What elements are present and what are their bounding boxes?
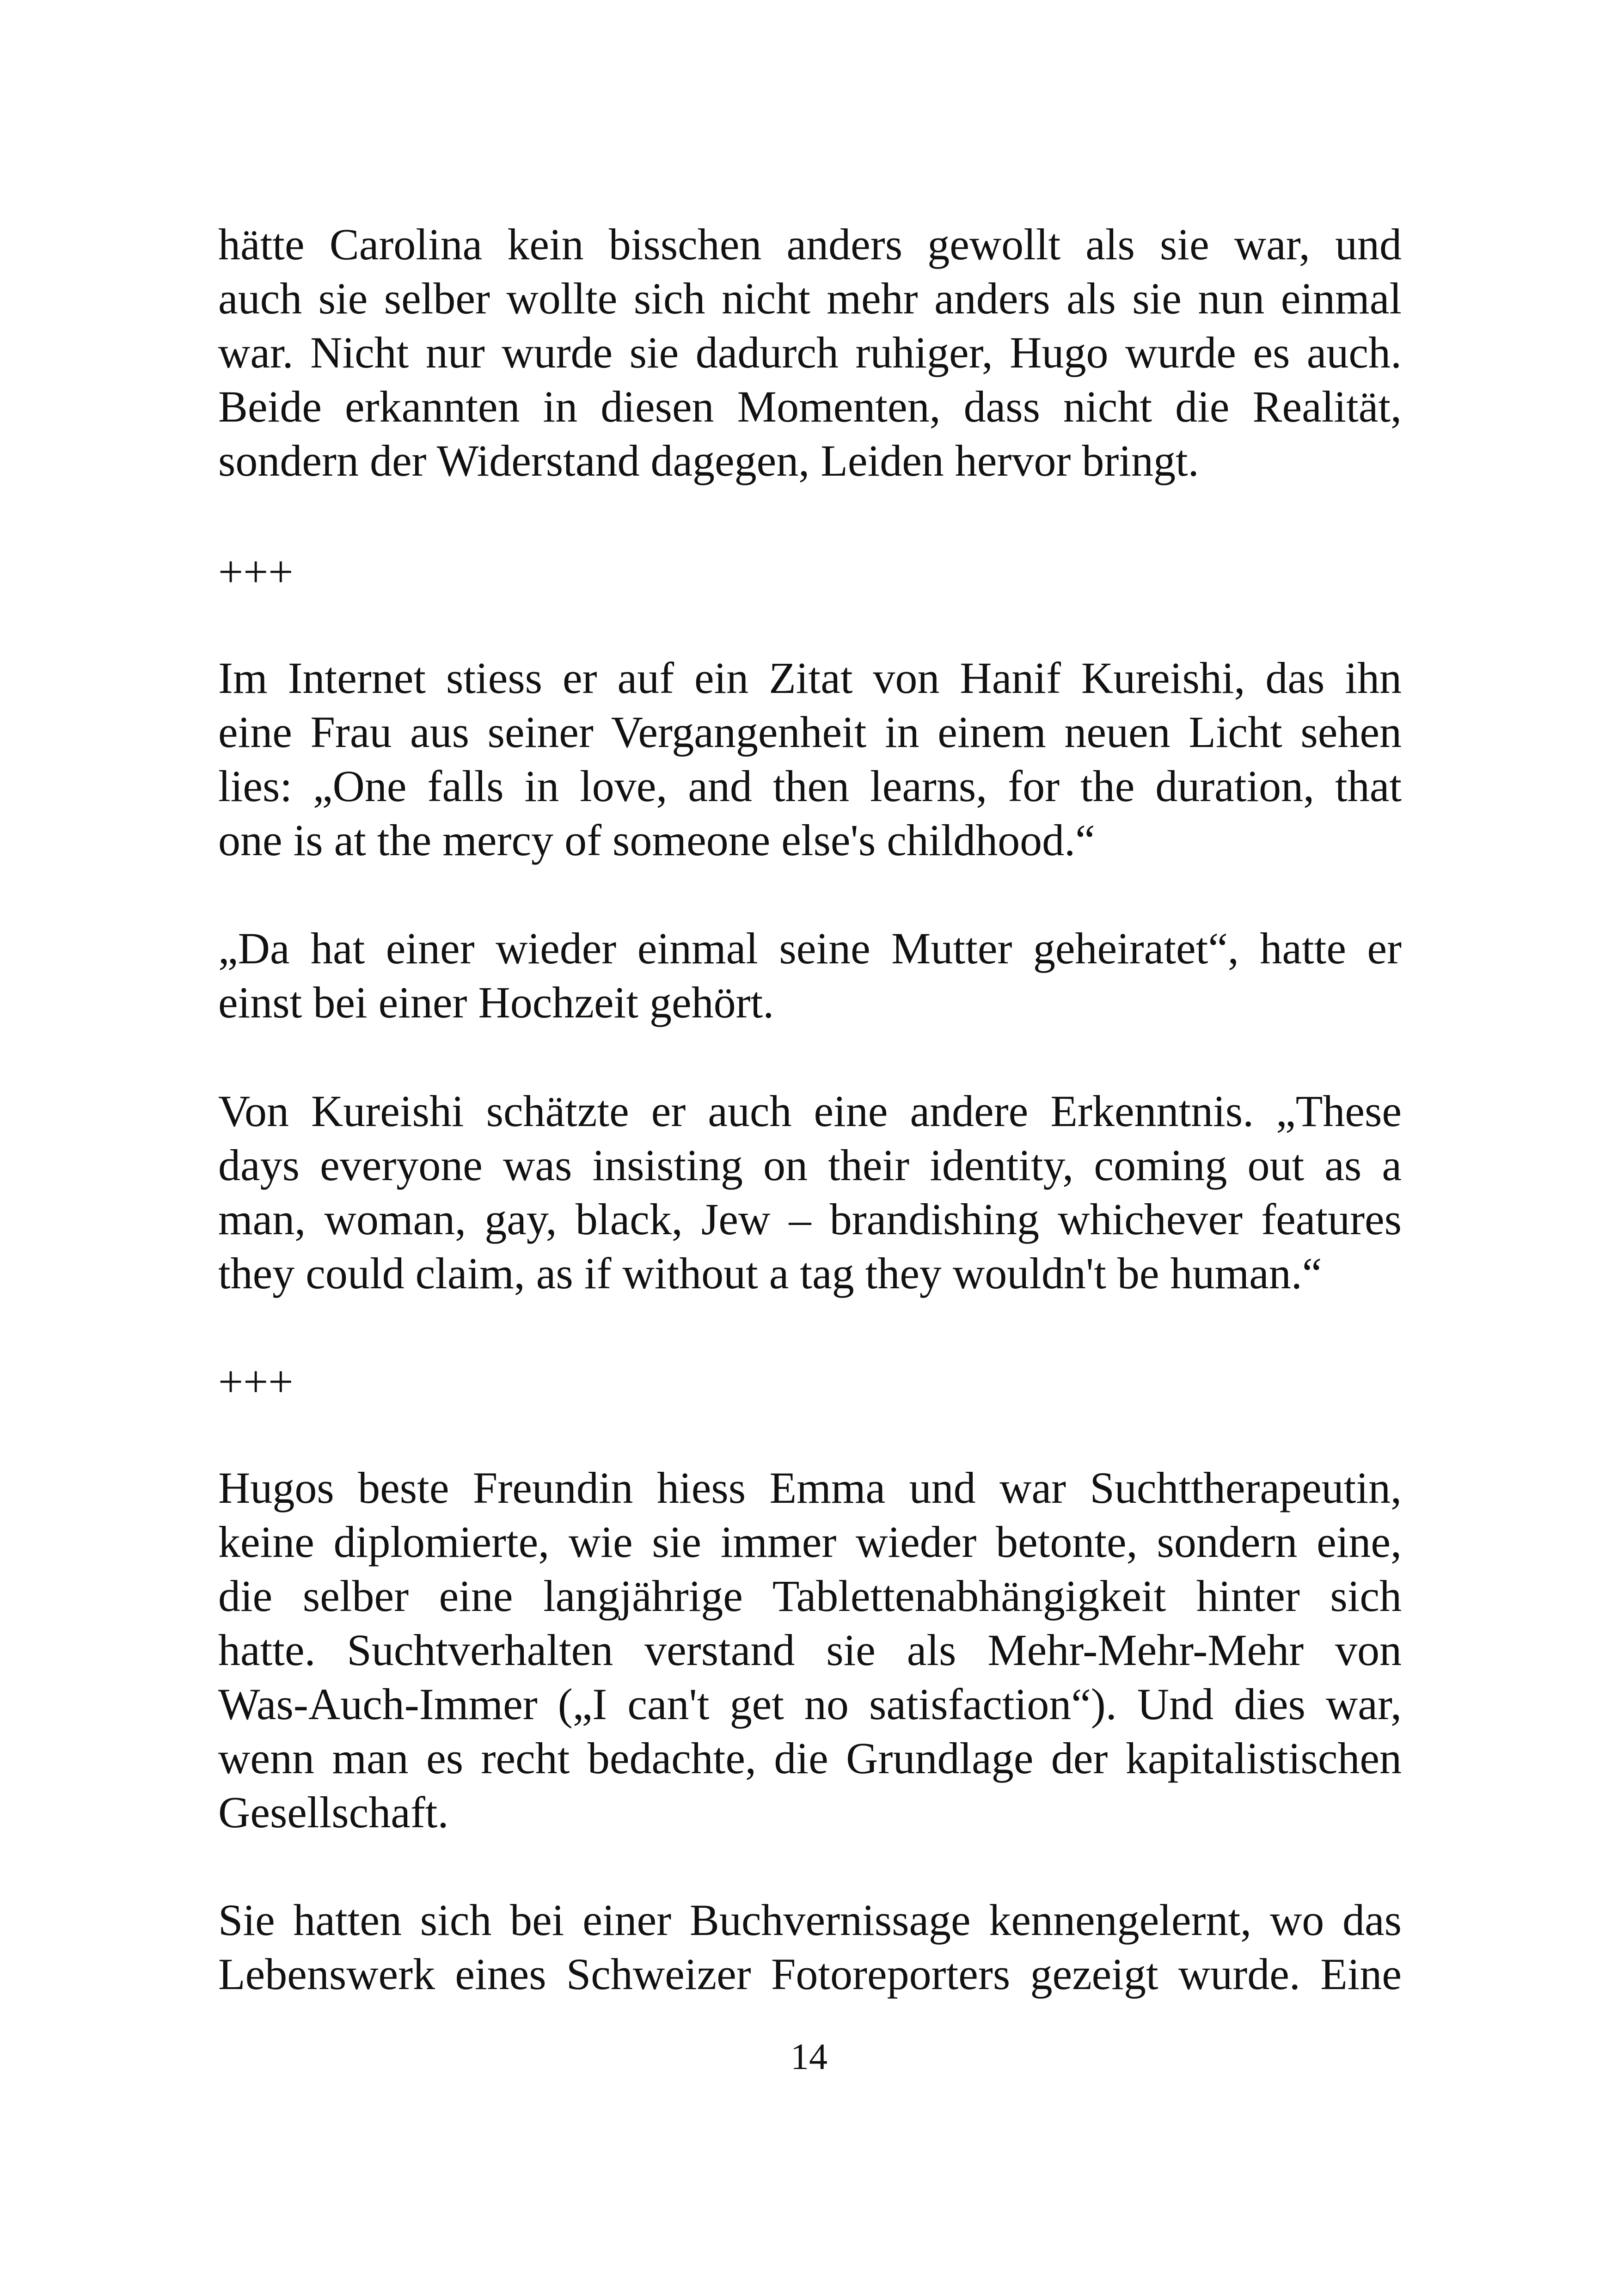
- paragraph-4: [218, 1084, 1402, 1300]
- paragraph-3: [218, 921, 1402, 1029]
- text-line: Hugos beste Freundin hiess Emma und war Suchttherapeutin,: [218, 1463, 1402, 1512]
- text-line: hätte Carolina kein bisschen anders gewollt als sie war, und: [218, 220, 1402, 269]
- section-separator: +++: [218, 1357, 294, 1406]
- section-separator: +++: [218, 547, 294, 596]
- text-line: sondern der Widerstand dagegen, Leiden hervor bringt.: [218, 436, 1199, 485]
- text-line: einst bei einer Hochzeit gehört.: [218, 978, 774, 1027]
- text-line: hatte. Suchtverhalten verstand sie als Mehr-Mehr-Mehr von: [218, 1625, 1402, 1675]
- text-line: Gesellschaft.: [218, 1788, 449, 1837]
- text-line: Im Internet stiess er auf ein Zitat von Hanif Kureishi, das ihn: [218, 653, 1402, 703]
- text-line: lies: „One falls in love, and then learns, for the duration, that: [218, 761, 1402, 811]
- text-line: man, woman, gay, black, Jew – brandishing whichever features: [218, 1194, 1402, 1244]
- text-line: wenn man es recht bedachte, die Grundlage der kapitalistischen: [218, 1733, 1402, 1783]
- text-line: they could claim, as if without a tag they wouldn't be human.“: [218, 1249, 1322, 1298]
- text-line: war. Nicht nur wurde sie dadurch ruhiger, Hugo wurde es auch.: [218, 328, 1402, 377]
- text-line: auch sie selber wollte sich nicht mehr anders als sie nun einmal: [218, 274, 1402, 323]
- text-line: Von Kureishi schätzte er auch eine andere Erkenntnis. „These: [218, 1086, 1402, 1136]
- paragraph-5: [218, 1461, 1402, 1839]
- paragraph-1: [218, 217, 1402, 488]
- text-line: one is at the mercy of someone else's childhood.“: [218, 815, 1095, 865]
- text-line: Was-Auch-Immer („I can't get no satisfaction“). Und dies war,: [218, 1679, 1402, 1729]
- page-number: 14: [791, 2037, 827, 2077]
- text-line: eine Frau aus seiner Vergangenheit in einem neuen Licht sehen: [218, 707, 1402, 757]
- text-line: Sie hatten sich bei einer Buchvernissage kennengelernt, wo das: [218, 1895, 1402, 1945]
- paragraph-2: [218, 651, 1402, 867]
- paragraph-6: [218, 1893, 1402, 2001]
- text-line: keine diplomierte, wie sie immer wieder betonte, sondern eine,: [218, 1517, 1402, 1567]
- text-line: Lebenswerk eines Schweizer Fotoreporters gezeigt wurde. Eine: [218, 1949, 1402, 1999]
- text-line: Beide erkannten in diesen Momenten, dass nicht die Realität,: [218, 382, 1402, 431]
- text-line: „Da hat einer wieder einmal seine Mutter geheiratet“, hatte er: [218, 924, 1402, 973]
- text-line: die selber eine langjährige Tablettenabhängigkeit hinter sich: [218, 1571, 1402, 1621]
- text-line: days everyone was insisting on their identity, coming out as a: [218, 1140, 1402, 1190]
